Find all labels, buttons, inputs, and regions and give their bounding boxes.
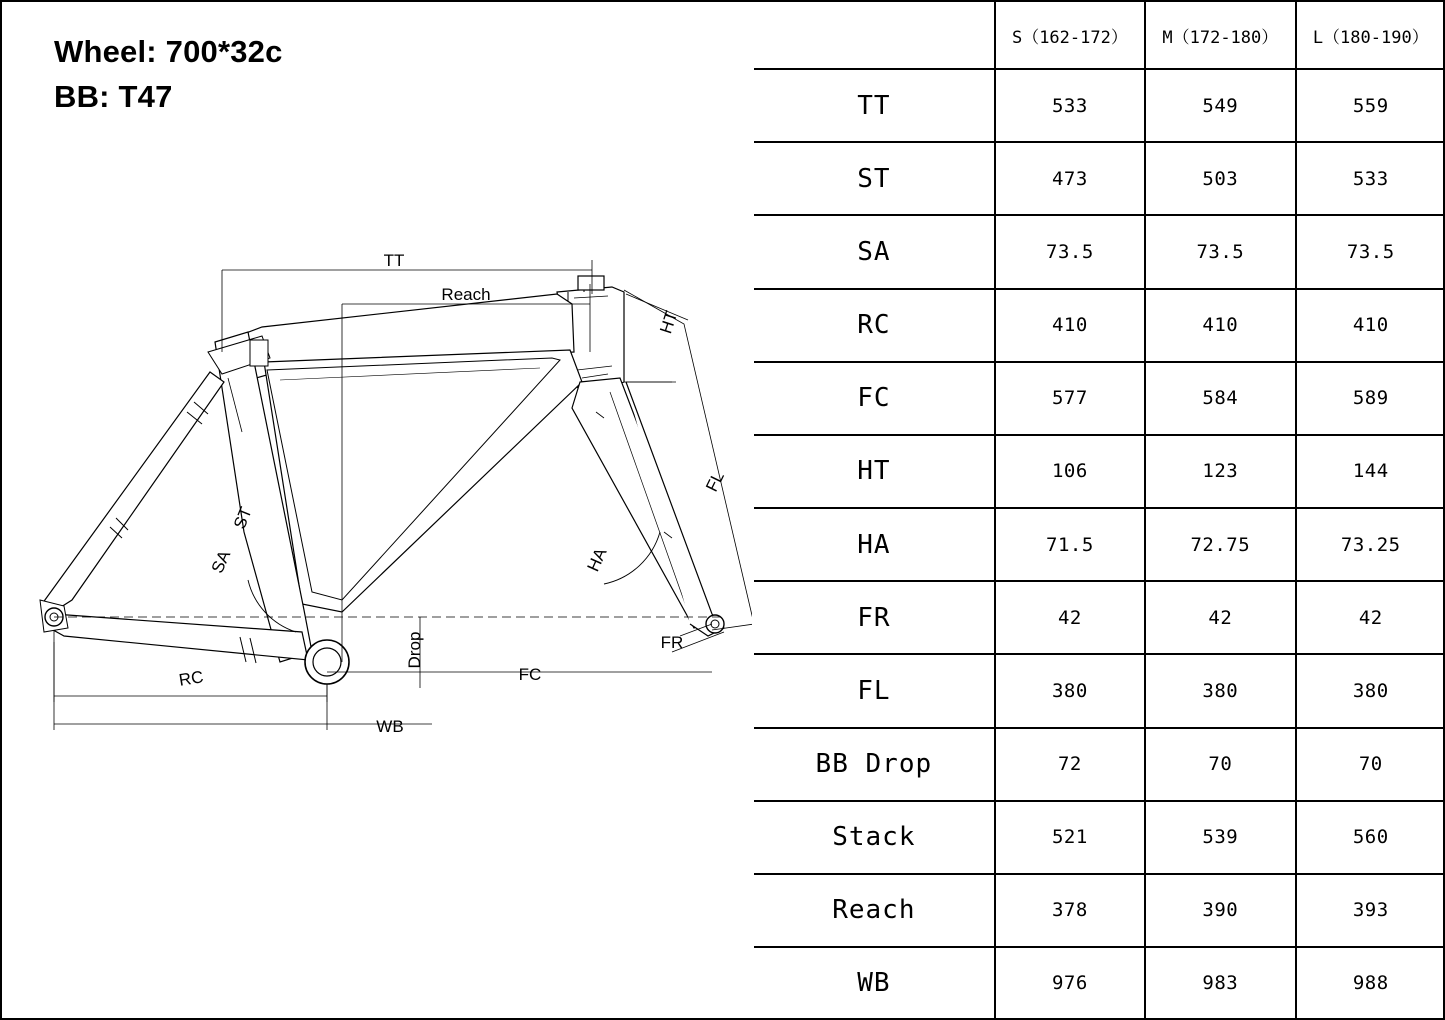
cell-tt-s: 533: [995, 69, 1145, 142]
table-row: [754, 874, 1445, 947]
label-st: ST: [230, 504, 256, 532]
cell-fl-l: 380: [1296, 654, 1445, 727]
cell-stack-l: 560: [1296, 801, 1445, 874]
row-label-ha: HA: [754, 508, 995, 581]
cell-tt-m: 549: [1145, 69, 1295, 142]
cell-sa-s: 73.5: [995, 215, 1145, 288]
label-ha: HA: [583, 545, 611, 575]
cell-ha-l: 73.25: [1296, 508, 1445, 581]
row-label-rc: RC: [754, 289, 995, 362]
table-row: [754, 215, 1445, 288]
cell-fl-m: 380: [1145, 654, 1295, 727]
table-row: [754, 654, 1445, 727]
table-row: [754, 142, 1445, 215]
label-fl: FL: [702, 468, 728, 495]
table-row: [754, 947, 1445, 1018]
table-corner-cell: [754, 2, 995, 69]
cell-ht-l: 144: [1296, 435, 1445, 508]
cell-st-m: 503: [1145, 142, 1295, 215]
cell-wb-s: 976: [995, 947, 1145, 1018]
label-reach: Reach: [441, 285, 491, 304]
cell-ht-s: 106: [995, 435, 1145, 508]
table-row: [754, 801, 1445, 874]
table-header-row: [754, 2, 1445, 69]
cell-reach-m: 390: [1145, 874, 1295, 947]
row-label-fl: FL: [754, 654, 995, 727]
cell-st-s: 473: [995, 142, 1145, 215]
row-label-fr: FR: [754, 581, 995, 654]
label-wb: WB: [376, 717, 404, 736]
cell-fc-s: 577: [995, 362, 1145, 435]
cell-bb-drop-s: 72: [995, 728, 1145, 801]
table-row: [754, 508, 1445, 581]
geometry-table-panel: [754, 2, 1445, 1018]
seat-stay-shape: [42, 372, 224, 614]
fork-shape: [572, 378, 724, 636]
row-label-reach: Reach: [754, 874, 995, 947]
cell-wb-m: 983: [1145, 947, 1295, 1018]
label-ht: HT: [656, 308, 682, 337]
cell-rc-m: 410: [1145, 289, 1295, 362]
cell-rc-l: 410: [1296, 289, 1445, 362]
cell-fr-l: 42: [1296, 581, 1445, 654]
table-row: [754, 69, 1445, 142]
column-header-l: L（180-190）: [1296, 2, 1445, 69]
cell-fr-m: 42: [1145, 581, 1295, 654]
cell-ha-m: 72.75: [1145, 508, 1295, 581]
cell-ha-s: 71.5: [995, 508, 1145, 581]
label-sa: SA: [207, 547, 235, 576]
table-row: [754, 728, 1445, 801]
row-label-ht: HT: [754, 435, 995, 508]
cell-fc-m: 584: [1145, 362, 1295, 435]
cell-bb-drop-m: 70: [1145, 728, 1295, 801]
row-label-bb-drop: BB Drop: [754, 728, 995, 801]
spec-text-block: [54, 30, 283, 120]
cell-wb-l: 988: [1296, 947, 1445, 1018]
frame-drawing-panel: [2, 2, 754, 1018]
table-row: [754, 581, 1445, 654]
cell-stack-s: 521: [995, 801, 1145, 874]
column-header-m: M（172-180）: [1145, 2, 1295, 69]
table-row: [754, 289, 1445, 362]
label-fr: FR: [660, 633, 684, 652]
cell-reach-s: 378: [995, 874, 1145, 947]
label-fc: FC: [518, 665, 542, 684]
cell-sa-m: 73.5: [1145, 215, 1295, 288]
row-label-stack: Stack: [754, 801, 995, 874]
cell-tt-l: 559: [1296, 69, 1445, 142]
bb-spec-line: BB: T47: [54, 78, 173, 114]
geometry-table: [754, 2, 1445, 1018]
label-drop: Drop: [405, 631, 424, 669]
cell-fr-s: 42: [995, 581, 1145, 654]
row-label-st: ST: [754, 142, 995, 215]
cell-fl-s: 380: [995, 654, 1145, 727]
cell-bb-drop-l: 70: [1296, 728, 1445, 801]
label-rc: RC: [177, 667, 205, 690]
cell-ht-m: 123: [1145, 435, 1295, 508]
row-label-wb: WB: [754, 947, 995, 1018]
label-tt: TT: [383, 251, 405, 270]
cell-stack-m: 539: [1145, 801, 1295, 874]
column-header-s: S（162-172）: [995, 2, 1145, 69]
table-row: [754, 435, 1445, 508]
main-triangle-window: [267, 358, 560, 600]
wheel-spec-line: Wheel: 700*32c: [54, 34, 283, 69]
cell-reach-l: 393: [1296, 874, 1445, 947]
cell-st-l: 533: [1296, 142, 1445, 215]
cell-rc-s: 410: [995, 289, 1145, 362]
table-row: [754, 362, 1445, 435]
row-label-sa: SA: [754, 215, 995, 288]
bicycle-frame-geometry-drawing: [12, 232, 752, 762]
cell-fc-l: 589: [1296, 362, 1445, 435]
row-label-fc: FC: [754, 362, 995, 435]
cell-sa-l: 73.5: [1296, 215, 1445, 288]
row-label-tt: TT: [754, 69, 995, 142]
